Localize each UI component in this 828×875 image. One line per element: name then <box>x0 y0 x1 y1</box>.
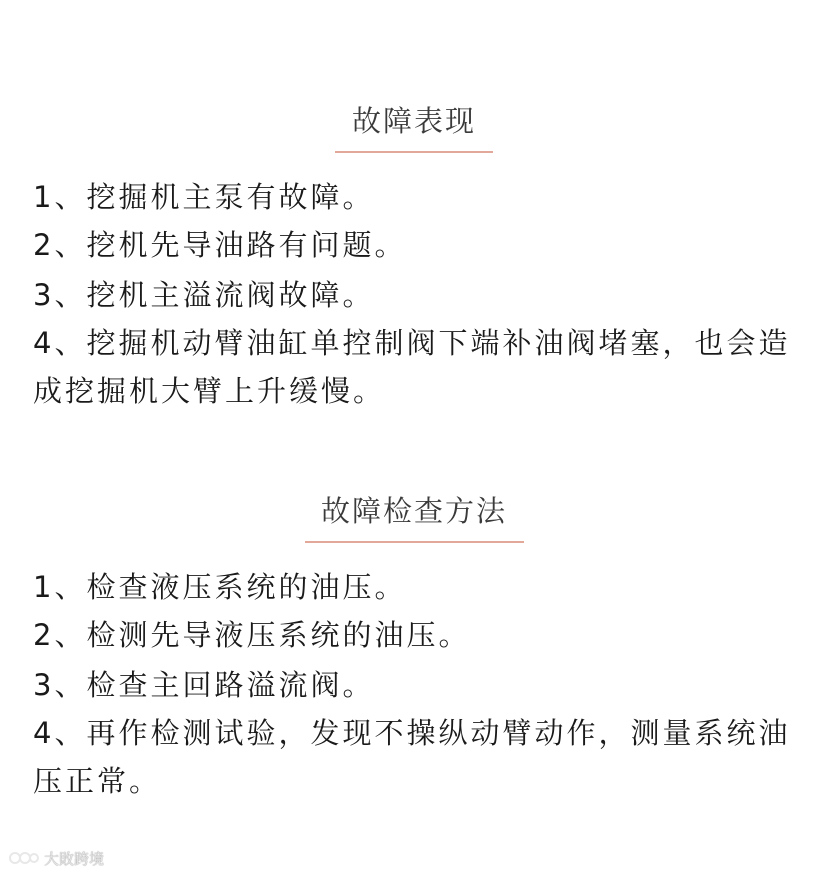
list-item: 4、挖掘机动臂油缸单控制阀下端补油阀堵塞，也会造成挖掘机大臂上升缓慢。 <box>33 326 791 408</box>
watermark <box>8 846 104 870</box>
heading-underline <box>335 151 493 153</box>
list-item: 3、检查主回路溢流阀。 <box>33 668 375 702</box>
list-item: 2、挖机先导油路有问题。 <box>33 228 407 262</box>
list-item: 1、检查液压系统的油压。 <box>33 570 407 604</box>
list-item: 3、挖机主溢流阀故障。 <box>33 278 375 312</box>
list-item: 2、检测先导液压系统的油压。 <box>33 618 471 652</box>
list-item: 4、再作检测试验，发现不操纵动臂动作，测量系统油压正常。 <box>33 716 791 798</box>
section-heading: 故障表现 <box>351 104 476 138</box>
watermark-logo-icon <box>8 848 40 868</box>
section-heading: 故障检查方法 <box>320 494 507 528</box>
list-item: 1、挖掘机主泵有故障。 <box>33 180 375 214</box>
watermark-text: 大敗跨境 <box>44 849 105 868</box>
heading-underline <box>305 541 524 543</box>
